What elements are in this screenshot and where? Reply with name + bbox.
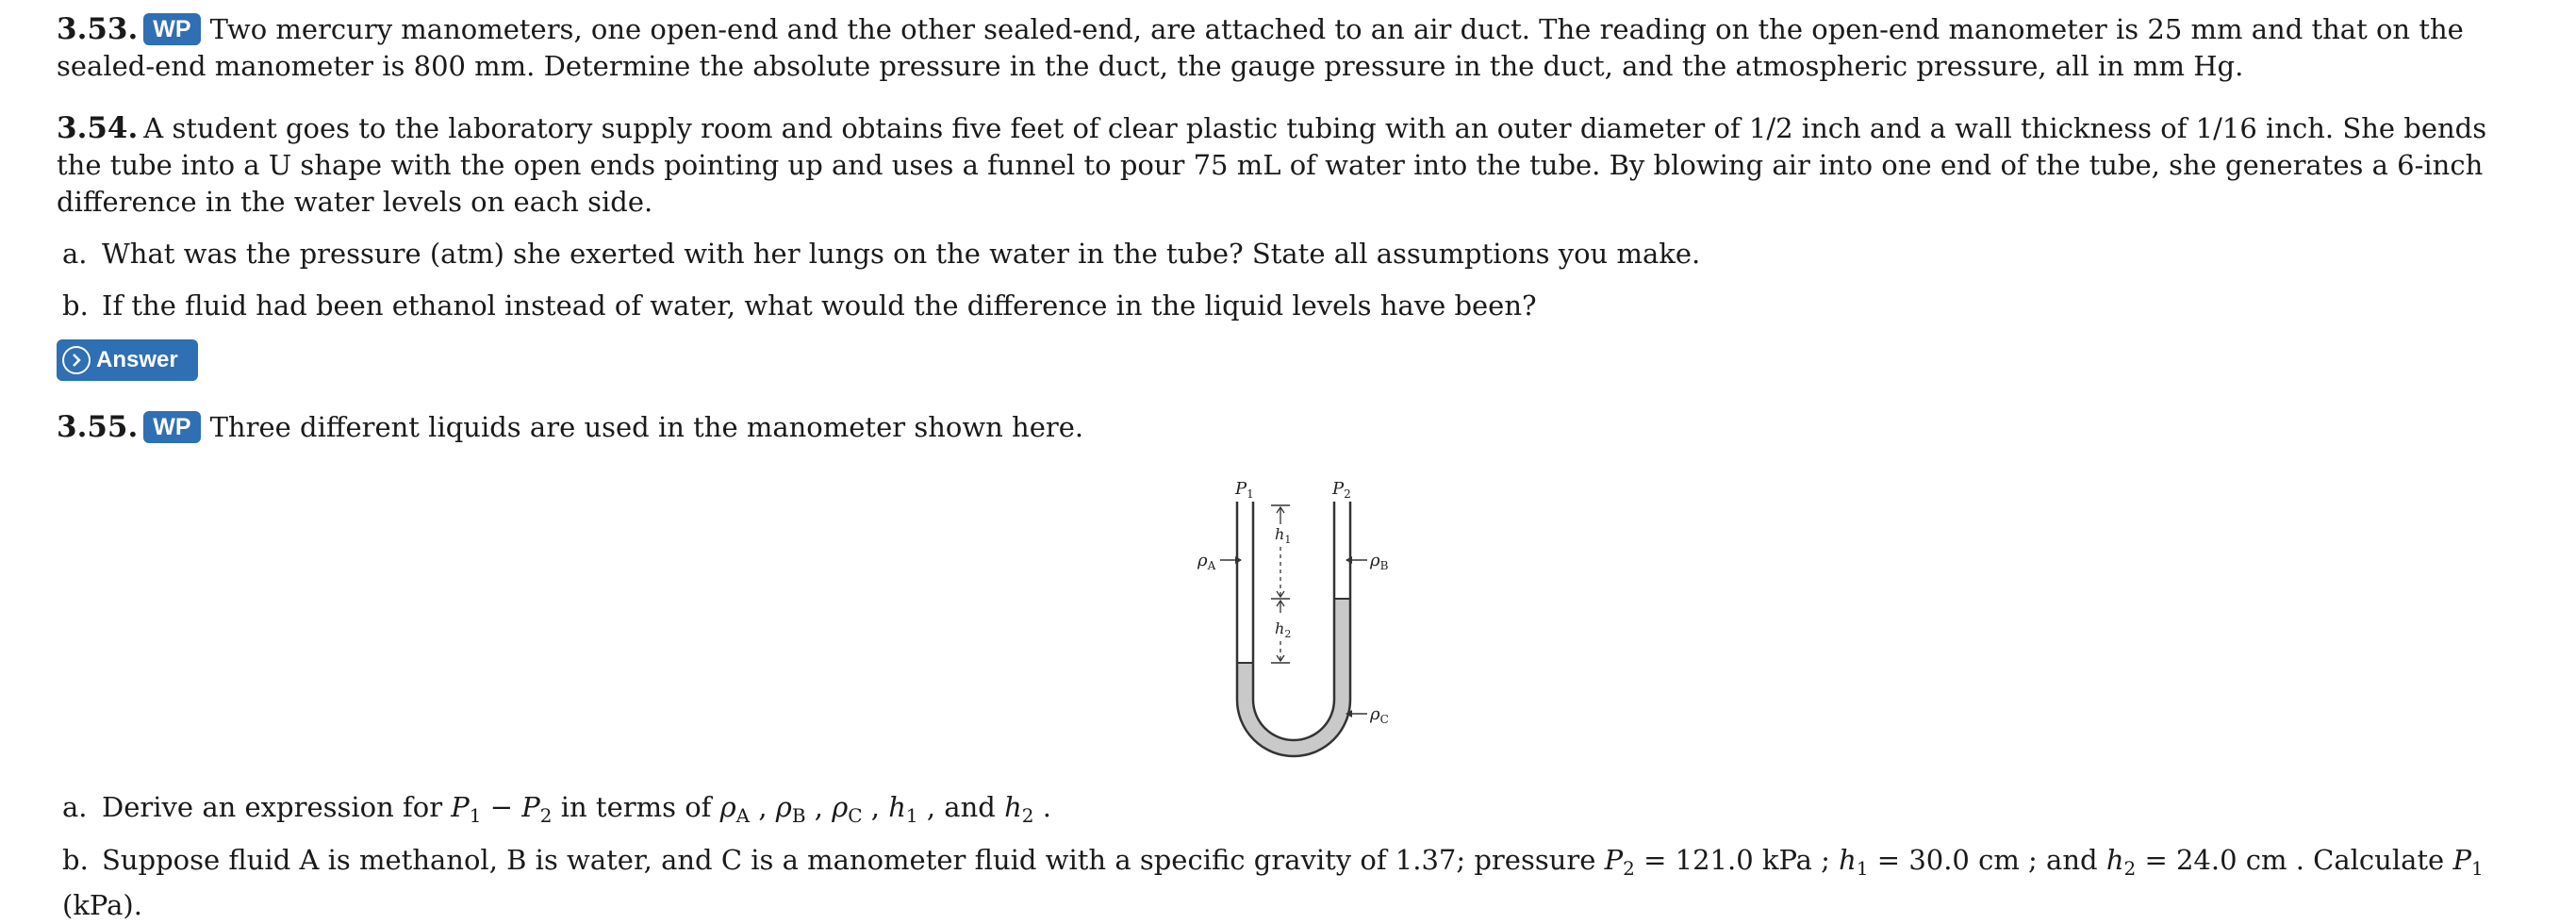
problem-text: A student goes to the laboratory supply room and obtains five feet of clear plastic tubing with an outer diameter of 1/2 inch and a wall thickness of 1/16 inch. She bends the tube into a U shape with the open ends pointing up and uses a funnel to pour 75 mL of water into the tube. By blowing air into one end of the tube, she generates a 6-inch difference in the water levels on each side. [57,112,2487,218]
svg-text:ρC: $\rho_C$ [1370,704,1389,726]
problem-text: Three different liquids are used in the manometer shown here. [209,411,1084,443]
problem-text: Two mercury manometers, one open-end and the other sealed-end, are attached to an air duct. The reading on the open-end manometer is 25 mm and that on the sealed-end manometer is 800 mm. Determine the absolute pressure in the duct, the gauge pressure in the duct, and the atmospheric pressure, all in mm Hg. [57,13,2464,82]
problem-3-55 [57,409,2508,446]
answer-label: Answer [96,347,178,372]
item-label: a. [62,791,88,823]
svg-text:ρA: $\rho_A$ [1197,551,1216,572]
svg-text:P2: $P_2$ [1332,479,1351,501]
h2-label: h [1275,619,1285,637]
answer-button[interactable] [57,339,198,381]
item-label: a. [62,238,88,270]
svg-text:ρB: $\rho_B$ [1370,551,1389,572]
item-label: b. [62,844,89,876]
problem-number: 3.54. [57,111,139,145]
problem-3-55-item-b: b. Suppose fluid A is methanol, B is water, and C is a manometer fluid with a specific gravity of 1.37; pressure $P_2 = 121.0$ kPa ; $h_1 = 30.0$ cm ; and $h_2 = 24.0$ cm . Calculate $P_1$ (kPa). [62,844,2484,921]
problem-3-54-item-b [62,288,2533,324]
tube-inner-wall [1253,502,1334,740]
manometer-figure [1197,471,1443,768]
rho-a-label: ρ [1197,551,1208,570]
problem-number: 3.55. [57,410,139,444]
problem-3-55-item-a: a. Derive an expression for $P_1 - P_2$ in terms of $\rho_A$ , $\rho_B$ , $\rho_C$ , $h_1$ , and $h_2$ . [62,791,1051,827]
p2-label: P [1332,479,1345,499]
problem-3-54-item-a [62,236,2533,272]
wp-badge[interactable]: WP [143,13,200,45]
item-text: What was the pressure (atm) she exerted with her lungs on the water in the tube? State all assumptions you make. [102,238,1701,270]
h1-label: h [1275,525,1285,543]
problem-3-54 [57,110,2508,221]
rho-b-label: ρ [1370,551,1380,570]
problem-number: 3.53. [57,12,139,46]
svg-text:h2: $h_2$ [1275,619,1292,640]
problem-3-53 [57,11,2508,85]
item-text: If the fluid had been ethanol instead of water, what would the difference in the liquid levels have been? [102,289,1537,322]
p1-label: P [1235,479,1247,499]
svg-text:h1: $h_1$ [1275,525,1292,546]
rho-c-label: ρ [1370,704,1380,724]
chevron-right-icon [62,346,91,374]
svg-text:P1: $P_1$ [1235,479,1254,501]
item-label: b. [62,289,89,322]
wp-badge[interactable]: WP [143,411,200,443]
